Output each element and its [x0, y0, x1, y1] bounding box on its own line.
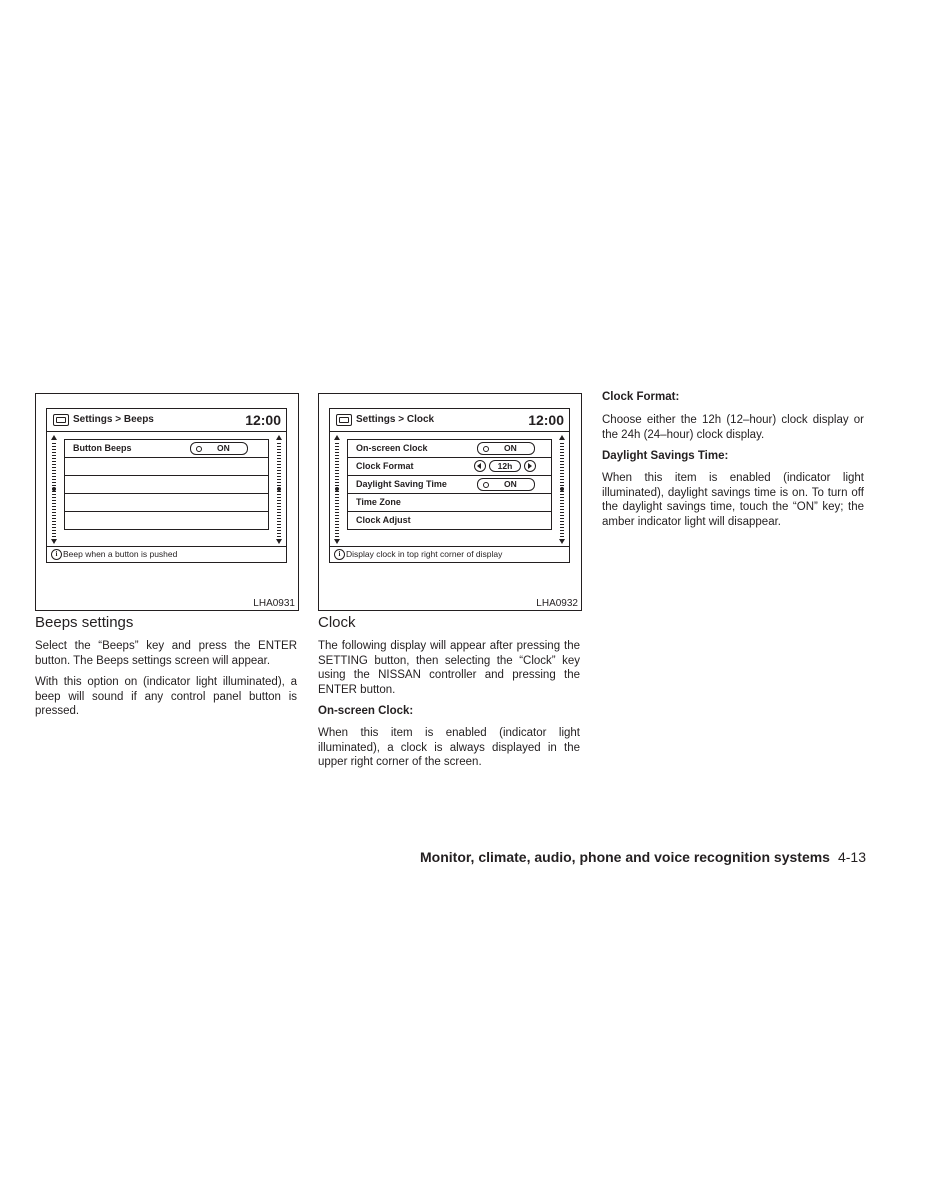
list-item-clock-format[interactable]	[348, 458, 551, 476]
screen-title: Settings > Beeps	[73, 414, 154, 425]
row-label: Button Beeps	[73, 443, 132, 453]
row-label: On-screen Clock	[356, 443, 428, 453]
screen-header	[47, 409, 286, 432]
scrollbar-thumb-left	[52, 487, 56, 491]
beeps-paragraph-1: Select the “Beeps” key and press the ENTER button. The Beeps settings screen will appear.	[35, 640, 297, 667]
clock-screen	[329, 408, 570, 563]
figure-code: LHA0931	[253, 598, 295, 609]
list-item-clock-adjust[interactable]	[348, 512, 551, 530]
beeps-heading: Beeps settings	[35, 614, 134, 631]
page-footer	[380, 849, 866, 865]
scroll-up-arrow-icon	[276, 435, 282, 440]
list-item-empty	[65, 512, 268, 530]
scrollbar-thumb-right	[560, 487, 564, 491]
toggle-value: ON	[217, 443, 230, 453]
daylight-savings-text: When this item is enabled (indicator light illuminated), daylight savings time is on. To turn off the daylight savings time, touch the “ON” key; the amber indicator light will disappear.	[602, 472, 864, 528]
list-item-empty	[65, 476, 268, 494]
beeps-paragraph-2: With this option on (indicator light illuminated), a beep will sound if any control panel button is pressed.	[35, 676, 297, 718]
scroll-down-arrow-icon	[559, 539, 565, 544]
list-item-button-beeps[interactable]	[65, 440, 268, 458]
clock-intro: The following display will appear after pressing the SETTING button, then selecting the “Clock” key using the NISSAN controller and pressing the ENTER button.	[318, 640, 580, 696]
row-label: Clock Adjust	[356, 515, 411, 525]
selector-value: 12h	[489, 460, 521, 472]
beeps-screen	[46, 408, 287, 563]
beeps-figure	[35, 393, 299, 611]
scroll-up-arrow-icon	[559, 435, 565, 440]
screen-footer	[47, 546, 286, 562]
indicator-light-icon	[196, 446, 202, 452]
next-arrow-icon[interactable]	[524, 460, 536, 472]
row-label: Time Zone	[356, 497, 401, 507]
list-item-time-zone[interactable]	[348, 494, 551, 512]
list-item-on-screen-clock[interactable]	[348, 440, 551, 458]
screen-title: Settings > Clock	[356, 414, 435, 425]
info-icon: i	[334, 549, 345, 560]
on-screen-clock-heading: On-screen Clock:	[318, 705, 414, 717]
clock-figure	[318, 393, 582, 611]
scrollbar-thumb-left	[335, 487, 339, 491]
clock-format-text: Choose either the 12h (12–hour) clock display or the 24h (24–hour) clock display.	[602, 414, 864, 441]
on-screen-clock-toggle[interactable]	[477, 442, 535, 455]
toggle-value: ON	[504, 479, 517, 489]
clock-heading: Clock	[318, 614, 356, 631]
scroll-down-arrow-icon	[51, 539, 57, 544]
figure-code: LHA0932	[536, 598, 578, 609]
footer-hint: Display clock in top right corner of display	[346, 549, 503, 559]
scroll-down-arrow-icon	[334, 539, 340, 544]
menu-icon	[336, 414, 352, 426]
scroll-up-arrow-icon	[334, 435, 340, 440]
screen-header	[330, 409, 569, 432]
menu-icon	[53, 414, 69, 426]
on-screen-clock-text: When this item is enabled (indicator light illuminated), a clock is always displayed in the upper right corner of the screen.	[318, 727, 580, 769]
toggle-value: ON	[504, 443, 517, 453]
row-label: Clock Format	[356, 461, 414, 471]
indicator-light-icon	[483, 482, 489, 488]
indicator-light-icon	[483, 446, 489, 452]
row-label: Daylight Saving Time	[356, 479, 447, 489]
scroll-down-arrow-icon	[276, 539, 282, 544]
scrollbar-thumb-right	[277, 487, 281, 491]
button-beeps-toggle[interactable]	[190, 442, 248, 455]
scroll-up-arrow-icon	[51, 435, 57, 440]
clock-format-heading: Clock Format:	[602, 391, 680, 403]
list-item-empty	[65, 458, 268, 476]
clock-format-selector[interactable]	[474, 460, 536, 473]
section-title: Monitor, climate, audio, phone and voice recognition systems	[420, 849, 830, 865]
daylight-savings-heading: Daylight Savings Time:	[602, 450, 729, 462]
settings-list	[64, 439, 269, 530]
footer-hint: Beep when a button is pushed	[63, 549, 178, 559]
info-icon: i	[51, 549, 62, 560]
list-item-empty	[65, 494, 268, 512]
previous-arrow-icon[interactable]	[474, 460, 486, 472]
settings-list	[347, 439, 552, 530]
screen-clock: 12:00	[528, 412, 564, 428]
page-number: 4-13	[837, 849, 866, 865]
screen-clock: 12:00	[245, 412, 281, 428]
daylight-saving-toggle[interactable]	[477, 478, 535, 491]
screen-footer	[330, 546, 569, 562]
list-item-daylight-saving-time[interactable]	[348, 476, 551, 494]
